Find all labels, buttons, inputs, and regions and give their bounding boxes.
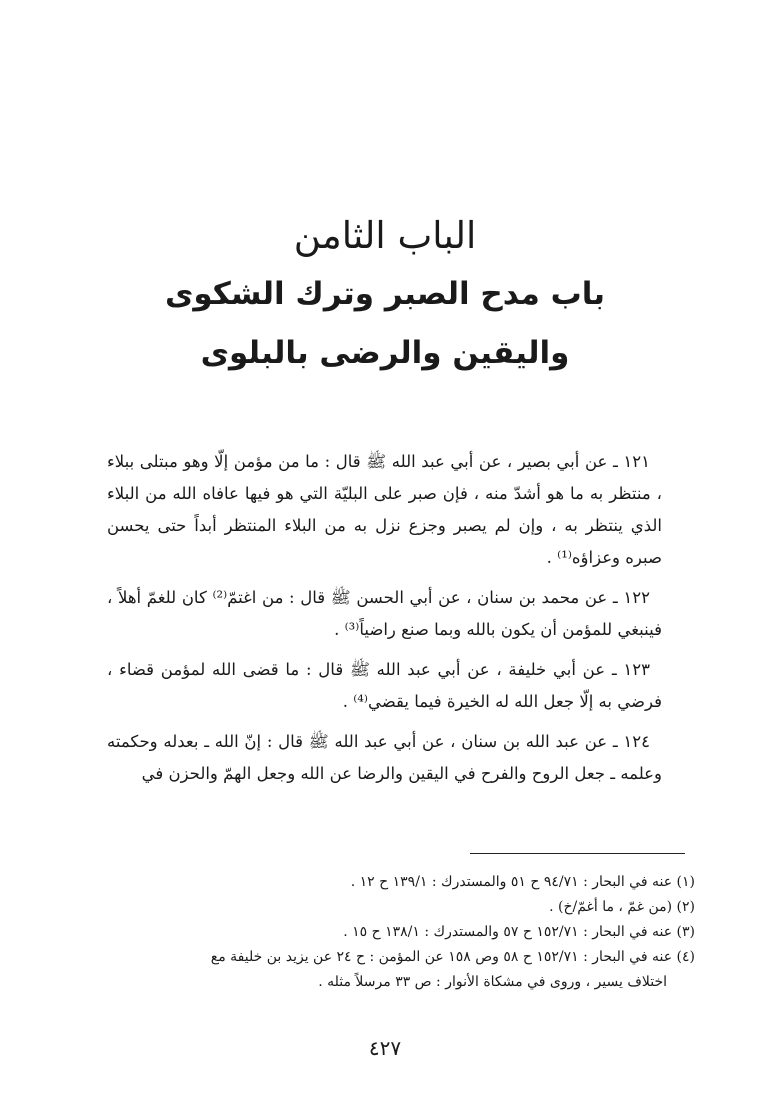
hadith-123: ١٢٣ ـ عن أبي خليفة ، عن أبي عبد الله ﷺ قال : ما قضى الله لمؤمن قضاء ، فرضي به إلّا جعل الله له الخيرة فيما يقضي⁽⁴⁾ . — [107, 660, 662, 711]
chapter-title-line-1: باب مدح الصبر وترك الشكوى — [164, 276, 606, 312]
chapter-label: الباب الثامن — [293, 214, 477, 257]
hadith-122: ١٢٢ ـ عن محمد بن سنان ، عن أبي الحسن ﷺ قال : من اغتمّ⁽²⁾ كان للغمّ أهلاً ، فينبغي للمؤمن أن يكون بالله وبما صنع راضياً⁽³⁾ . — [107, 588, 662, 639]
footnote-4: (٤) عنه في البحار : ١٥٢/٧١ ح ٥٨ وص ١٥٨ عن المؤمن : ح ٢٤ عن يزيد بن خليفة مع — [210, 949, 695, 965]
footnote-2: (٢) (من غمّ ، ما أغمّ/خ) . — [549, 899, 695, 915]
page-number: ٤٢٧ — [368, 1036, 402, 1060]
footnote-3: (٣) عنه في البحار : ١٥٢/٧١ ح ٥٧ والمستدرك : ١٣٨/١ ح ١٥ . — [343, 924, 695, 940]
hadith-124: ١٢٤ ـ عن عبد الله بن سنان ، عن أبي عبد الله ﷺ قال : إنّ الله ـ بعدله وحكمته وعلمه ـ جعل الروح والفرح في اليقين والرضا عن الله وجعل الهمّ والحزن في — [107, 732, 662, 783]
main-text — [107, 446, 662, 798]
footnote-divider — [470, 853, 685, 854]
footnote-4-continued: اختلاف يسير ، وروى في مشكاة الأنوار : ص ٣٣ مرسلاً مثله . — [318, 974, 667, 990]
hadith-121: ١٢١ ـ عن أبي بصير ، عن أبي عبد الله ﷺ قال : ما من مؤمن إلّا وهو مبتلى ببلاء ، منتظر به ما هو أشدّ منه ، فإن صبر على البليّة التي هو فيها عافاه الله من البلاء الذي ينتظر به ، وإن لم يصبر وجزع نزل به من البلاء المنتظر أبداً حتى يحسن صبره وعزاؤه⁽¹⁾ . — [107, 452, 662, 567]
footnote-1: (١) عنه في البحار : ٩٤/٧١ ح ٥١ والمستدرك : ١٣٩/١ ح ١٢ . — [350, 874, 695, 890]
footnotes — [95, 870, 695, 995]
chapter-title-line-2: واليقين والرضى بالبلوى — [200, 335, 570, 371]
